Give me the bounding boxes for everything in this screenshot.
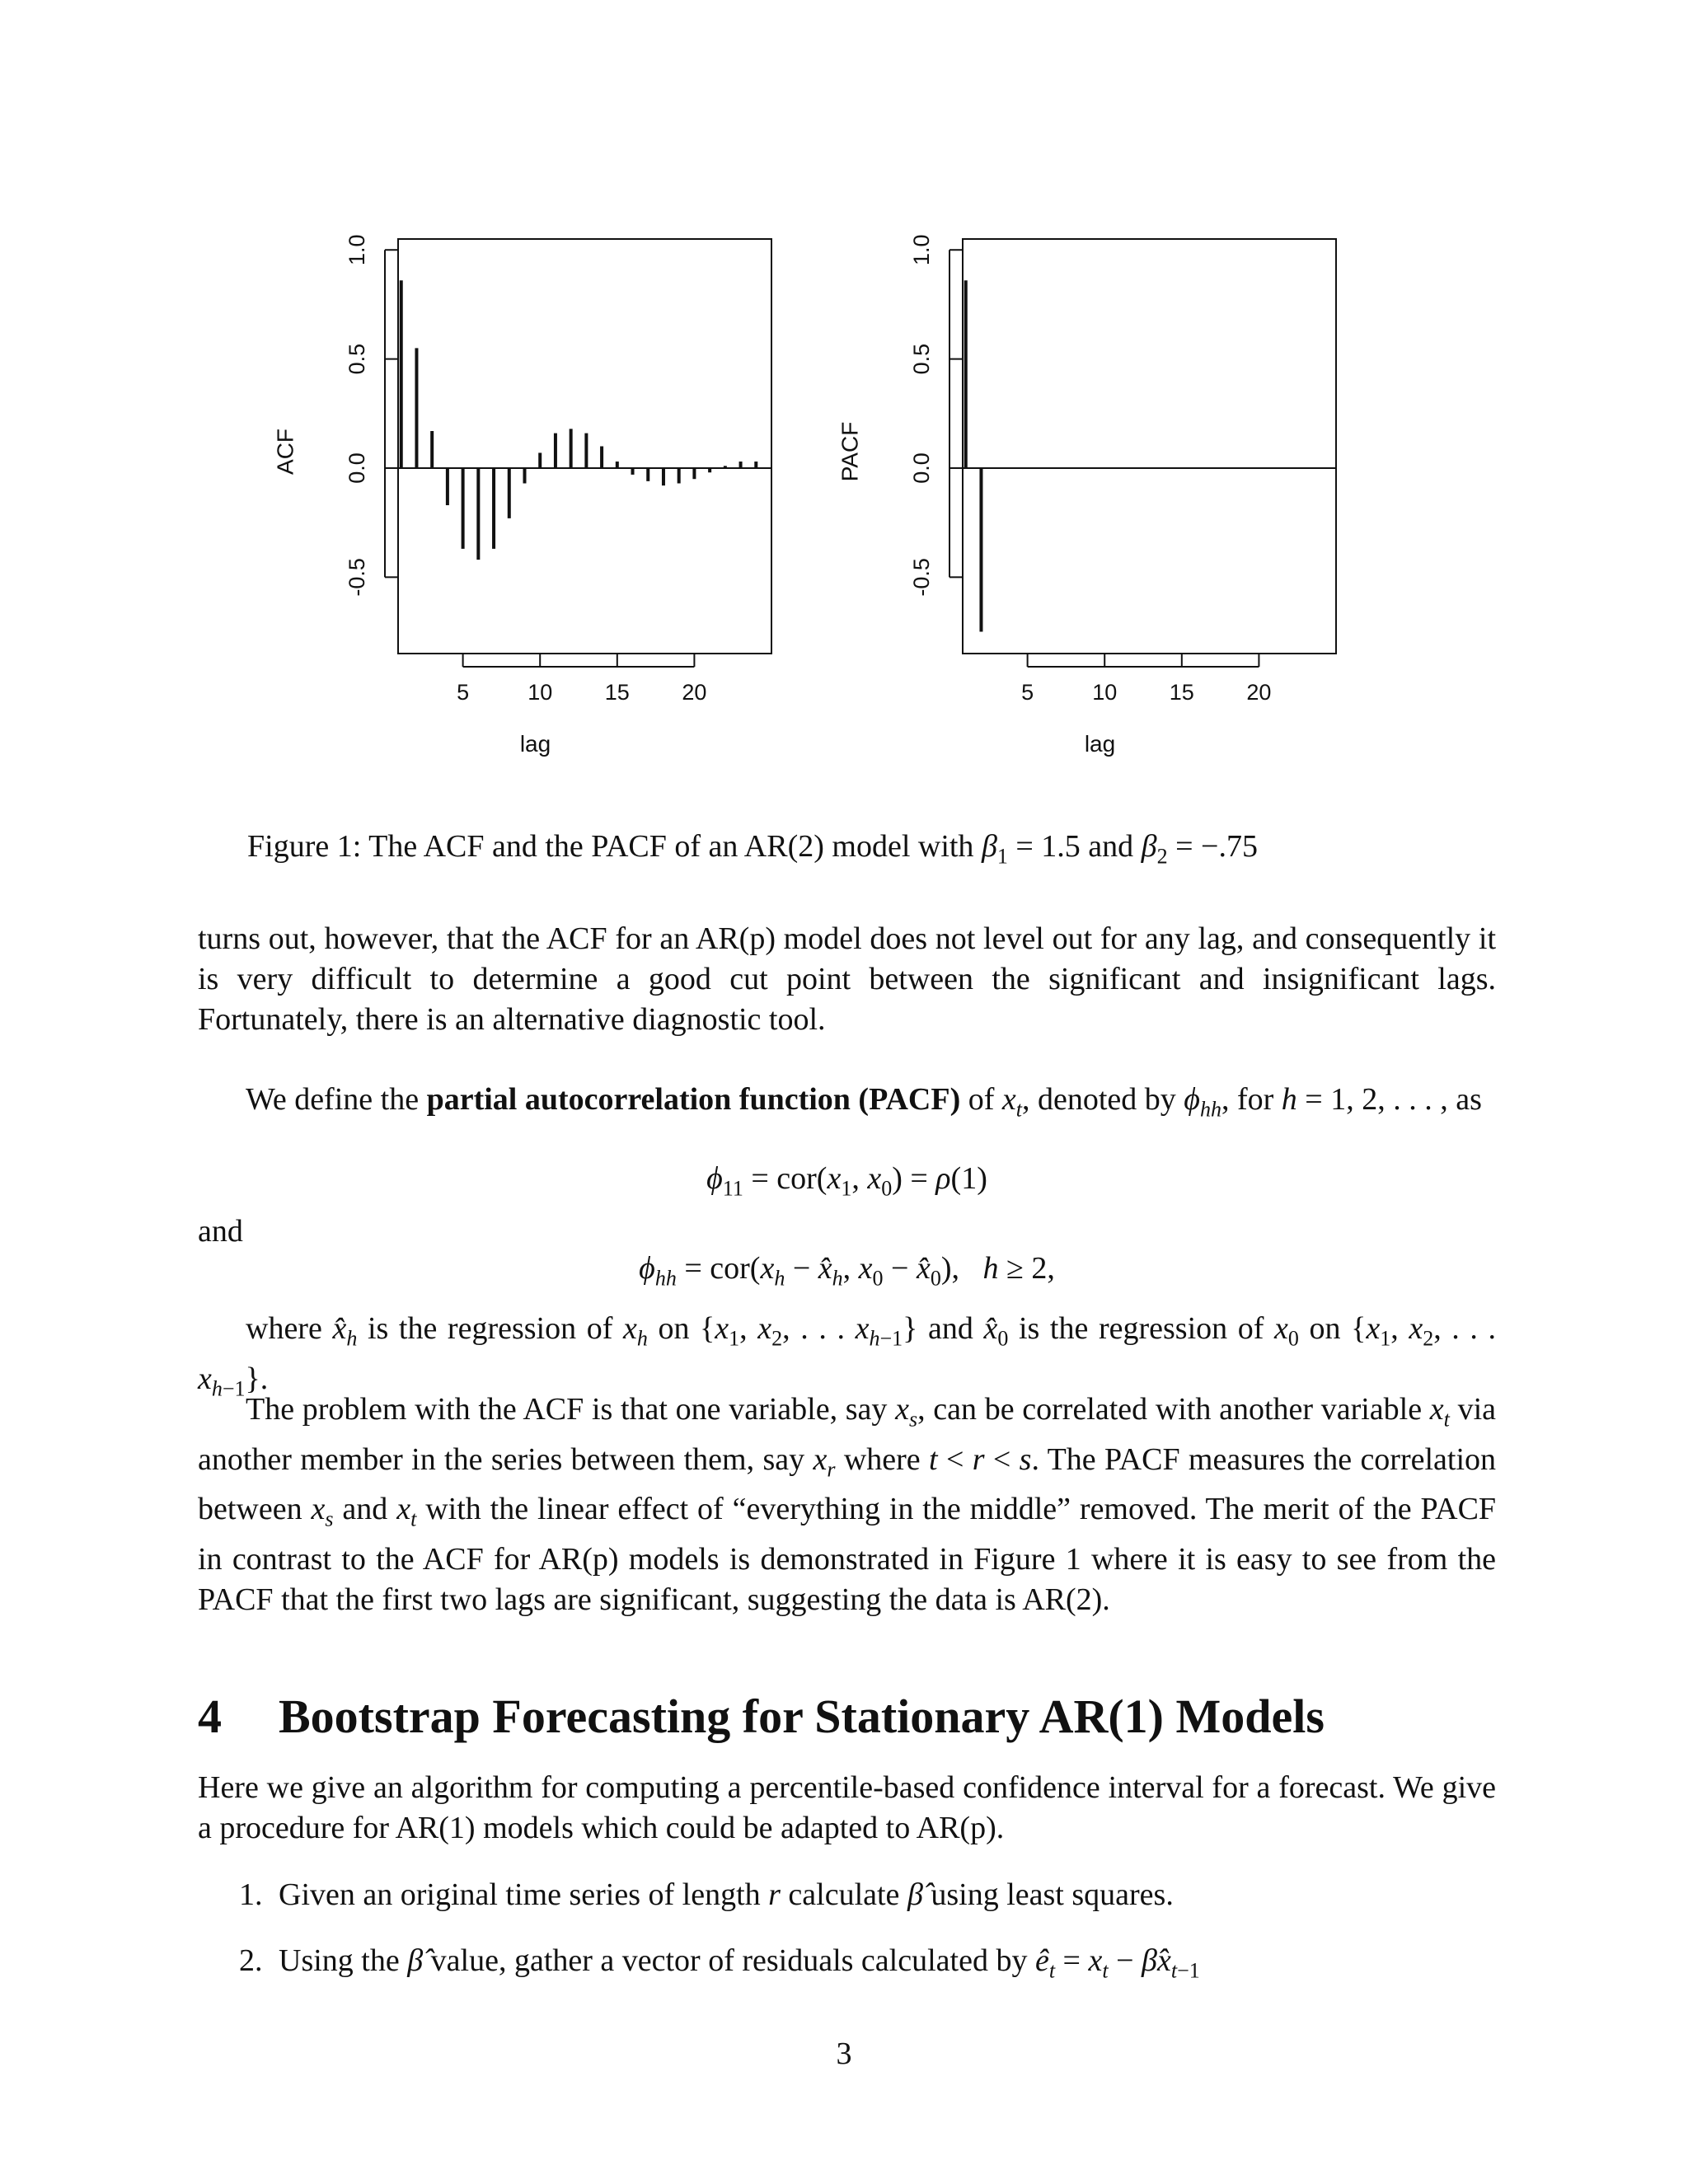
y-tick-label: 0.0 bbox=[909, 452, 935, 484]
y-tick-label: 0.5 bbox=[345, 343, 370, 375]
acf-pacf-figure bbox=[0, 0, 1688, 808]
x-tick-label: 5 bbox=[457, 680, 470, 705]
y-tick-label: -0.5 bbox=[909, 558, 935, 597]
figure-caption-text: The ACF and the PACF of an AR(2) model with bbox=[368, 829, 974, 864]
paragraph-acf-limitation: turns out, however, that the ACF for an AR(p) model does not level out for any lag, and consequently it is very difficult to determine a good cut point between the significant and insignificant lags. Fortunately, there is an alternative diagnostic tool. bbox=[198, 921, 1496, 1037]
y-tick-label: 1.0 bbox=[909, 234, 935, 266]
paragraph-acf-problem: The problem with the ACF is that one variable, say $x_s$, can be correlated with another variable $x_t$ via another member in the series between them, say $x_r$ where t < r < s. The PACF measures the correlation between $x_s$ and $x_t$ with the linear effect of “everything in the middle” removed. The merit of the PACF in contrast to the ACF for AR(p) models is demonstrated in Figure 1 where it is easy to see from the PACF that the first two lags are significant, suggesting the data is AR(2). bbox=[198, 1392, 1497, 1617]
acf-plot bbox=[272, 234, 771, 757]
x-tick-label: 10 bbox=[528, 680, 553, 705]
x-tick-label: 15 bbox=[604, 680, 630, 705]
x-tick-label: 5 bbox=[1021, 680, 1034, 705]
y-tick-label: 0.0 bbox=[345, 452, 370, 484]
equation-phi11: $\phi_{11} = cor(x_1$, $x_0) = \rho(1)$ bbox=[706, 1161, 987, 1201]
paragraph-regression: where $x̂_h$ is the regression of $x_h$ on {$x_1$, $x_2$, . . . $x_{h-1}$} and $x̂_0$ is the regression of $x_0$ on {$x_1$, $x_2$, . . . $x_{h-1}$}. bbox=[198, 1311, 1497, 1401]
figure-label: Figure 1: bbox=[247, 829, 362, 864]
x-tick-label: 15 bbox=[1169, 680, 1194, 705]
equation-phihh: $\phi_{hh} = cor(x_h$ − $x̂_h$, $x_0$ − $x̂_0$), h ≥ 2, bbox=[639, 1251, 1055, 1291]
pacf-plot bbox=[837, 234, 1336, 757]
y-tick-label: -0.5 bbox=[345, 558, 370, 597]
list-item-2: 2. Using the β̂ value, gather a vector of residuals calculated by $ê_t = x_t$ − $\betâx_{t-1}$ bbox=[239, 1943, 1200, 1983]
paragraph-pacf-definition: We define the partial autocorrelation function (PACF) of $x_t$, denoted by $\phi_{hh}$, for h = 1, 2, . . . , as bbox=[246, 1082, 1482, 1122]
x-tick-label: 20 bbox=[1246, 680, 1272, 705]
page-number: 3 bbox=[836, 2036, 852, 2071]
y-axis-label: PACF bbox=[837, 421, 863, 482]
and-word: and bbox=[198, 1214, 243, 1249]
x-tick-label: 10 bbox=[1092, 680, 1118, 705]
y-axis-label: ACF bbox=[272, 428, 298, 475]
y-tick-label: 0.5 bbox=[909, 343, 935, 375]
section-heading bbox=[198, 1688, 1325, 1746]
section-title: Bootstrap Forecasting for Stationary AR(1) Models bbox=[279, 1690, 1325, 1743]
figure-caption: Figure 1: The ACF and the PACF of an AR(2) model with $\beta_1 = 1.5$ and $\beta_2 = -.75$ bbox=[247, 829, 1258, 869]
paragraph-algorithm-intro: Here we give an algorithm for computing a percentile-based confidence interval for a forecast. We give a procedure for AR(1) models which could be adapted to AR(p). bbox=[198, 1770, 1496, 1845]
x-axis-label: lag bbox=[1084, 731, 1116, 757]
y-tick-label: 1.0 bbox=[345, 234, 370, 266]
x-axis-label: lag bbox=[519, 731, 551, 757]
list-item-1: 1. Given an original time series of length r calculate β̂ using least squares. bbox=[239, 1877, 1174, 1912]
x-tick-label: 20 bbox=[682, 680, 707, 705]
section-number: 4 bbox=[198, 1690, 222, 1743]
pacf-term: partial autocorrelation function (PACF) bbox=[426, 1082, 961, 1117]
plot-frame bbox=[963, 239, 1336, 654]
